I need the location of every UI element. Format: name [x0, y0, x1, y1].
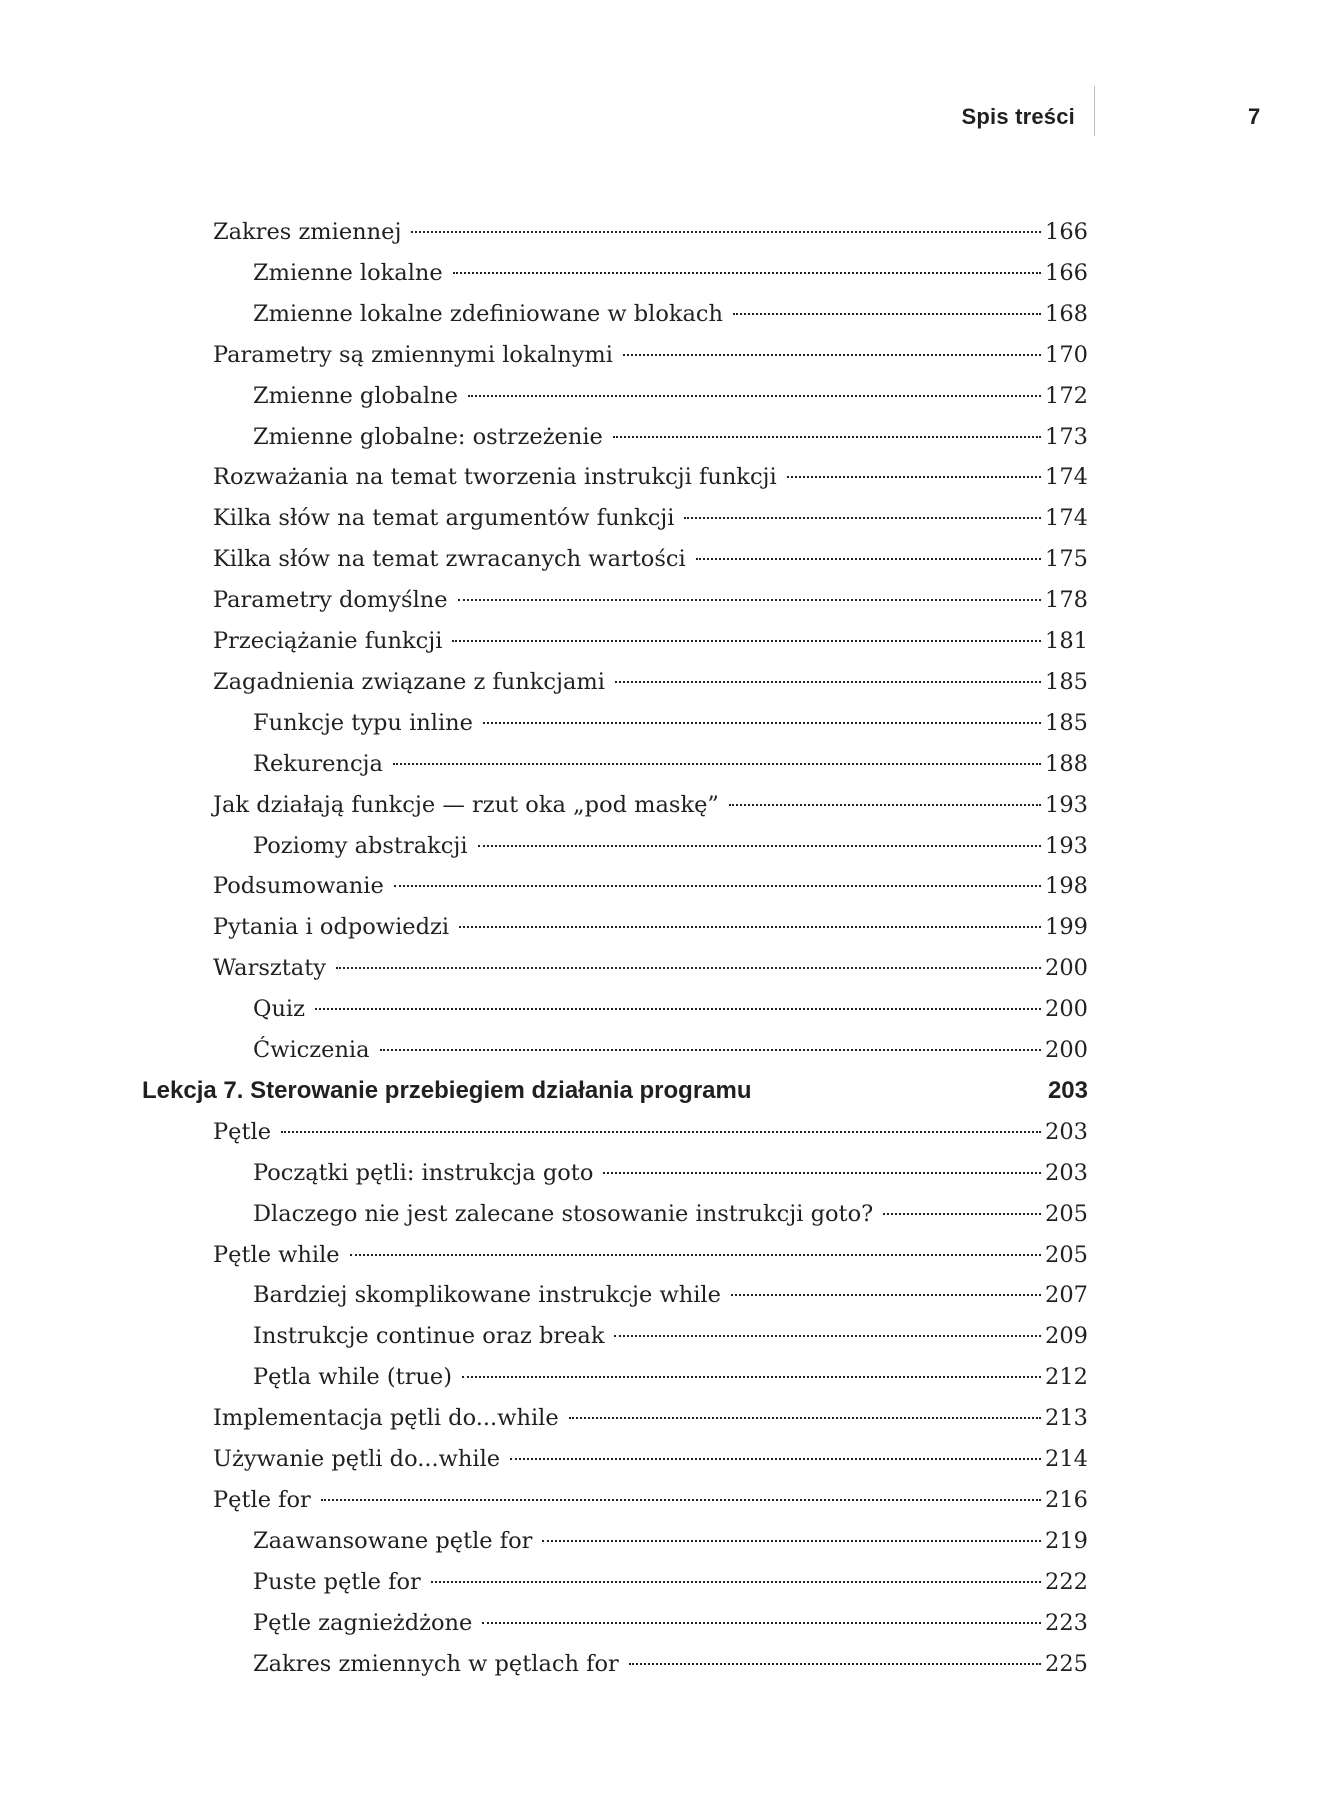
toc-entry: [253, 376, 1088, 416]
dot-leader: [603, 1172, 1041, 1174]
toc-entry-title: Kilka słów na temat argumentów funkcji: [213, 505, 675, 532]
toc-entry: [253, 1194, 1088, 1234]
toc-entry-page: 209: [1045, 1323, 1088, 1350]
toc-entry-page: 216: [1045, 1486, 1088, 1513]
toc-entry: [213, 1439, 1088, 1479]
dot-leader: [731, 1294, 1041, 1296]
dot-leader: [393, 763, 1041, 765]
toc-entry: [213, 662, 1088, 702]
dot-leader: [468, 395, 1041, 397]
toc-entry: [213, 948, 1088, 988]
toc-entry-page: 203: [1045, 1159, 1088, 1186]
dot-leader: [684, 517, 1041, 519]
dot-leader: [787, 476, 1041, 478]
dot-leader: [411, 231, 1041, 233]
toc-entry: [213, 1398, 1088, 1438]
toc-entry-page: 185: [1045, 668, 1088, 695]
toc-entry-page: 193: [1045, 791, 1088, 818]
toc-chapter-heading: [142, 1071, 1088, 1111]
toc-entry-title: Pętle zagnieżdżone: [253, 1609, 473, 1636]
dot-leader: [315, 1008, 1041, 1010]
dot-leader: [510, 1458, 1041, 1460]
toc-entry: [213, 1480, 1088, 1520]
toc-entry-title: Pętle for: [213, 1486, 311, 1513]
toc-entry-page: 205: [1045, 1200, 1088, 1227]
dot-leader: [615, 681, 1041, 683]
dot-leader: [629, 1663, 1041, 1665]
toc-entry: [253, 703, 1088, 743]
dot-leader: [452, 640, 1041, 642]
page-number: 7: [1248, 104, 1261, 129]
toc-entry-title: Parametry są zmiennymi lokalnymi: [213, 341, 613, 368]
toc-entry: [253, 1275, 1088, 1315]
dot-leader: [380, 1049, 1042, 1051]
toc-entry-title: Zmienne lokalne zdefiniowane w blokach: [253, 300, 724, 327]
toc-entry: [253, 253, 1088, 293]
toc-entry-title: Podsumowanie: [213, 873, 384, 900]
toc-entry-title: Implementacja pętli do...while: [213, 1405, 559, 1432]
toc-entry-title: Kilka słów na temat zwracanych wartości: [213, 546, 686, 573]
toc-entry-page: 212: [1045, 1364, 1088, 1391]
dot-leader: [281, 1131, 1041, 1133]
toc-entry-title: Rozważania na temat tworzenia instrukcji funkcji: [213, 464, 777, 491]
toc-entry-page: 181: [1045, 628, 1088, 654]
toc-entry-page: 219: [1045, 1527, 1088, 1554]
toc-entry-title: Dlaczego nie jest zalecane stosowanie instrukcji goto?: [253, 1200, 874, 1227]
header-divider: [1094, 86, 1095, 136]
toc-entry-title: Pętle: [213, 1118, 272, 1145]
dot-leader: [542, 1540, 1041, 1542]
toc-entry-title: Funkcje typu inline: [253, 709, 473, 736]
toc-entry: [253, 826, 1088, 866]
dot-leader: [336, 967, 1041, 969]
toc-entry: [253, 1316, 1088, 1356]
toc-entry-page: 166: [1045, 219, 1088, 245]
toc-entry-page: 174: [1045, 505, 1088, 532]
dot-leader: [453, 272, 1041, 274]
toc-entry-title: Parametry domyślne: [213, 587, 448, 614]
toc-entry-title: Początki pętli: instrukcja goto: [253, 1159, 594, 1186]
toc-entry-title: Jak działają funkcje — rzut oka „pod maskę”: [213, 791, 719, 818]
toc-entry-title: Instrukcje continue oraz break: [253, 1323, 605, 1350]
dot-leader: [696, 558, 1041, 560]
toc-entry-page: 188: [1045, 750, 1088, 777]
toc-entry-page: 174: [1045, 464, 1088, 491]
toc-entry: [213, 1112, 1088, 1152]
toc-entry-title: Puste pętle for: [253, 1568, 421, 1595]
toc-entry-page: 223: [1045, 1609, 1088, 1636]
toc-entry-page: 200: [1045, 996, 1088, 1023]
dot-leader: [482, 1622, 1041, 1624]
toc-entry-title: Rekurencja: [253, 750, 383, 777]
dot-leader: [883, 1213, 1041, 1215]
toc-entry-page: 222: [1045, 1568, 1088, 1595]
toc-entry: [213, 539, 1088, 579]
toc-entry-title: Warsztaty: [213, 955, 326, 982]
toc-entry-page: 203: [1045, 1118, 1088, 1145]
toc-entry: [213, 907, 1088, 947]
toc-entry-title: Używanie pętli do...while: [213, 1446, 501, 1472]
toc-entry-title: Pętle while: [213, 1241, 340, 1268]
dot-leader: [350, 1254, 1041, 1256]
toc-entry-page: 185: [1045, 709, 1088, 736]
toc-entry-title: Zmienne lokalne: [253, 259, 443, 286]
toc-entry: [213, 498, 1088, 538]
toc-entry-title: Pętla while (true): [253, 1364, 453, 1391]
toc-entry: [253, 1521, 1088, 1561]
toc-entry-page: 213: [1045, 1405, 1088, 1432]
dot-leader: [459, 926, 1041, 928]
toc-entry-title: Ćwiczenia: [253, 1037, 370, 1063]
toc-entry-title: Bardziej skomplikowane instrukcje while: [253, 1282, 721, 1309]
dot-leader: [733, 313, 1041, 315]
toc-entry: [213, 1235, 1088, 1275]
toc-entry-page: 166: [1045, 259, 1088, 286]
toc-entry-page: 168: [1045, 300, 1088, 327]
toc-entry-page: 205: [1045, 1241, 1088, 1268]
dot-leader: [623, 354, 1041, 356]
toc-entry-page: 207: [1045, 1282, 1088, 1309]
toc-entry-page: 175: [1045, 546, 1088, 573]
toc-entry-page: 172: [1045, 382, 1088, 409]
dot-leader: [613, 436, 1041, 438]
toc-entry-title: Quiz: [253, 996, 305, 1023]
toc-entry-page: 193: [1045, 832, 1088, 859]
toc-entry-page: 178: [1045, 587, 1088, 614]
toc-entry-title: Zmienne globalne: ostrzeżenie: [253, 423, 603, 450]
toc-entry: [253, 1603, 1088, 1643]
toc-entry: [253, 1030, 1088, 1070]
dot-leader: [431, 1581, 1041, 1583]
dot-leader: [483, 722, 1041, 724]
section-title: Spis treści: [961, 104, 1075, 129]
toc-entry: [253, 989, 1088, 1029]
toc-entry: [253, 1357, 1088, 1397]
toc-entry: [213, 335, 1088, 375]
toc-entry-page: 173: [1045, 423, 1088, 450]
toc-entry-title: Pytania i odpowiedzi: [213, 914, 450, 941]
toc-entry-page: 200: [1045, 955, 1088, 982]
dot-leader: [729, 804, 1041, 806]
dot-leader: [569, 1417, 1041, 1419]
toc-entry-title: Lekcja 7. Sterowanie przebiegiem działania programu: [142, 1076, 752, 1104]
dot-leader: [614, 1335, 1041, 1337]
toc-entry: [213, 785, 1088, 825]
toc-entry-title: Przeciążanie funkcji: [213, 628, 443, 654]
toc-entry: [253, 417, 1088, 457]
toc-entry-page: 199: [1045, 914, 1088, 941]
toc-entry-title: Zakres zmiennych w pętlach for: [253, 1650, 619, 1677]
dot-leader: [462, 1376, 1041, 1378]
toc-entry: [253, 1562, 1088, 1602]
toc-entry-title: Zmienne globalne: [253, 382, 458, 409]
toc-entry: [253, 744, 1088, 784]
dot-leader: [394, 885, 1041, 887]
toc-entry-page: 203: [1047, 1076, 1088, 1104]
dot-leader: [458, 599, 1041, 601]
dot-leader: [478, 845, 1041, 847]
toc-entry-title: Zagadnienia związane z funkcjami: [213, 668, 605, 695]
toc-entry-title: Poziomy abstrakcji: [253, 832, 468, 859]
running-header: [0, 86, 1339, 136]
toc-entry: [213, 580, 1088, 620]
toc-entry-page: 170: [1045, 341, 1088, 368]
toc-entry: [213, 621, 1088, 661]
toc-entry: [213, 866, 1088, 906]
toc-entry-page: 198: [1045, 873, 1088, 900]
toc-entry: [253, 294, 1088, 334]
toc-entry-page: 225: [1045, 1650, 1088, 1677]
toc-entry-page: 214: [1045, 1446, 1088, 1472]
dot-leader: [321, 1499, 1041, 1501]
toc-entry-title: Zakres zmiennej: [213, 219, 402, 245]
toc-entry: [213, 212, 1088, 252]
toc-entry: [253, 1644, 1088, 1684]
toc-entry: [253, 1153, 1088, 1193]
toc-entry-page: 200: [1045, 1037, 1088, 1063]
toc-entry-title: Zaawansowane pętle for: [253, 1527, 533, 1554]
toc-entry: [213, 457, 1088, 497]
